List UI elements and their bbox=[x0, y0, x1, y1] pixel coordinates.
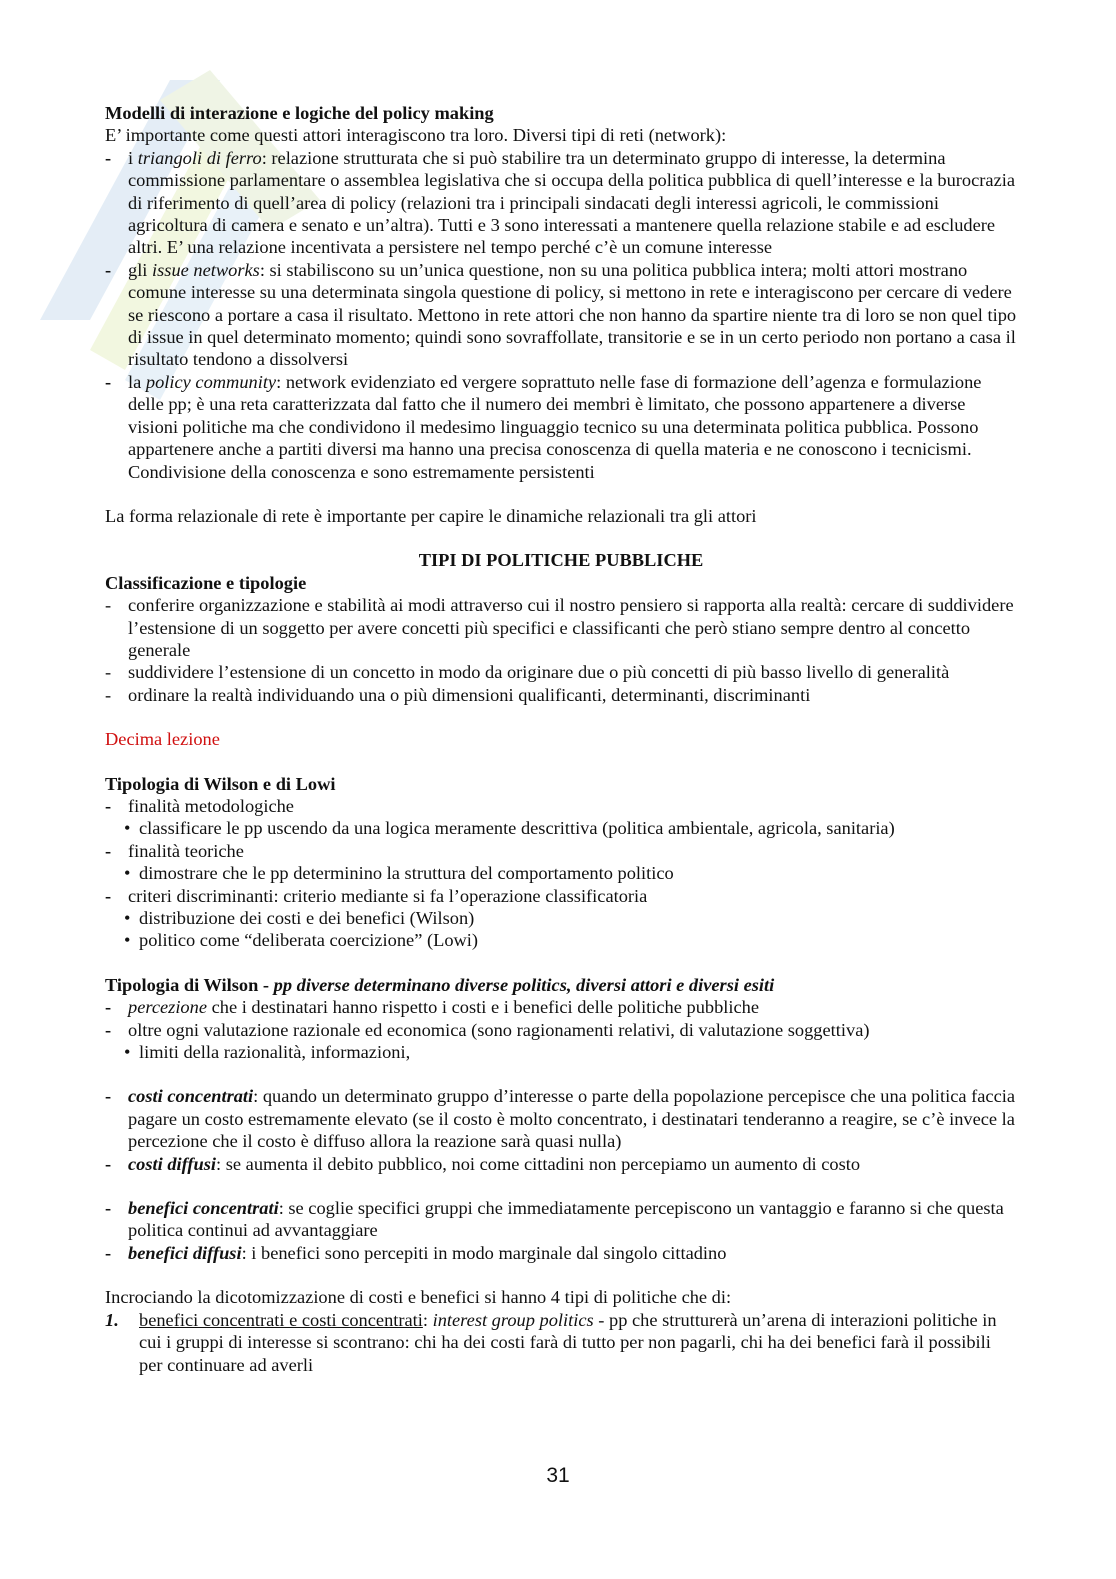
list-dash: - bbox=[105, 1153, 112, 1174]
list-item: - suddividere l’estensione di un concetto in modo da originare due o più concetti di più basso livello di generalità bbox=[105, 662, 950, 683]
numbered-item: 1. benefici concentrati e costi concentrati: interest group politics - pp che strutturerà un’arena di interazioni politiche in cui i gruppi di interesse si scontrano: chi ha dei costi farà di tutto per non pagarli, chi ha dei benefici farà il possibili per continuare ad averli bbox=[105, 1309, 997, 1375]
bullet-icon: • bbox=[124, 908, 131, 928]
sub-bullet: • dimostrare che le pp determinino la struttura del comportamento politico bbox=[124, 863, 674, 884]
term: percezione bbox=[128, 997, 207, 1018]
list-item-costi-diffusi: - costi diffusi: se aumenta il debito pubblico, noi come cittadini non percepiamo un aumento di costo bbox=[105, 1153, 861, 1174]
list-dash: - bbox=[105, 259, 112, 280]
bullet-icon: • bbox=[124, 818, 131, 839]
sub-bullet: • distribuzione dei costi e dei benefici (Wilson) bbox=[124, 908, 475, 928]
list-item-costi-concentrati: - costi concentrati: quando un determinato gruppo d’interesse o parte della popolazione percepisce che una politica faccia pagare un costo estremamente elevato (se il costo è molto concentrato, i destinatari tenderanno a reagire, se c’è invece la percezione che il costo è diffuso allora la reazione sarà quasi nulla) bbox=[105, 1086, 1016, 1152]
section-heading-wilson-lowi: Tipologia di Wilson e di Lowi bbox=[105, 773, 336, 794]
list-dash: - bbox=[105, 1086, 112, 1107]
bullet-icon: • bbox=[124, 1042, 131, 1063]
list-dash: - bbox=[105, 997, 112, 1018]
list-item-iron-triangles: - i triangoli di ferro: relazione strutturata che si può stabilire tra un determinato gruppo di interesse, la determina commissione parlamentare o assemblea legislativa che si occupa della politica pubblica di quell’interesse e la burocrazia di riferimento di quell’area di policy (relazioni tra i principali sindacati degli interessi agricoli, le commissioni agricoltura di camera e senato e un’altra). Tutti e 3 sono interessati a mantenere quella relazione stabile e ad escludere altri. E’ una relazione incentivata a persistere nel tempo perché c’è un comune interesse bbox=[105, 147, 1015, 258]
list-item: - percezione che i destinatari hanno rispetto i costi e i benefici delle politiche pubbliche bbox=[105, 997, 760, 1018]
sub-bullet: • classificare le pp uscendo da una logica meramente descrittiva (politica ambientale, agricola, sanitaria) bbox=[124, 818, 895, 839]
term: costi diffusi bbox=[128, 1153, 217, 1174]
term: benefici diffusi bbox=[128, 1242, 242, 1263]
list-dash: - bbox=[105, 1198, 112, 1219]
list-item: - finalità metodologiche bbox=[105, 795, 294, 816]
section-heading-wilson: Tipologia di Wilson - pp diverse determinano diverse politics, diversi attori e diversi esiti bbox=[105, 974, 775, 995]
list-item: - finalità teoriche bbox=[105, 840, 244, 861]
list-item-policy-community: - la policy community: network evidenziato ed vergere soprattuto nelle fase di formazione dell’agenza e formulazione delle pp; è una reta caratterizzata dal fatto che il numero dei membri è limitato, che possono appartenere a diverse visioni politiche ma che condividono il medesimo linguaggio tecnico su una determinata politica pubblica. Possono appartenere anche a partiti diversi ma hanno una precisa conoscenza di quella materia e ne conoscono i tecnicismi. Condivisione della conoscenza e sono estremamente persistenti bbox=[105, 371, 982, 482]
section-intro: E’ importante come questi attori interagiscono tra loro. Diversi tipi di reti (network): bbox=[105, 125, 727, 146]
network-closing-paragraph: La forma relazionale di rete è importante per capire le dinamiche relazionali tra gli attori bbox=[105, 505, 757, 526]
list-dash: - bbox=[105, 371, 112, 392]
term: benefici concentrati bbox=[128, 1198, 279, 1219]
document-body bbox=[105, 102, 1017, 1376]
list-item-benefici-concentrati: - benefici concentrati: se coglie specifici gruppi che immediatamente percepiscono un vantaggio e faranno si che questa politica continui ad avvantaggiare bbox=[105, 1198, 1004, 1241]
section-heading-classification: Classificazione e tipologie bbox=[105, 572, 307, 593]
term: triangoli di ferro bbox=[137, 147, 262, 168]
bullet-icon: • bbox=[124, 863, 131, 884]
list-dash: - bbox=[105, 147, 112, 168]
list-dash: - bbox=[105, 684, 112, 705]
list-item: - ordinare la realtà individuando una o più dimensioni qualificanti, determinanti, discriminanti bbox=[105, 684, 811, 705]
bullet-icon: • bbox=[124, 930, 131, 951]
list-dash: - bbox=[105, 1019, 112, 1040]
list-number: 1. bbox=[105, 1309, 119, 1330]
list-dash: - bbox=[105, 795, 112, 816]
page-number: 31 bbox=[546, 1464, 570, 1487]
list-dash: - bbox=[105, 662, 112, 683]
list-item-issue-networks: - gli issue networks: si stabiliscono su un’unica questione, non su una politica pubblica intera; molti attori mostrano comune interesse su una determinata singola questione di policy, si mettono in rete e interagiscono per cercare di vedere se riescono a portare a casa il risultato. Mettono in rete attori che non hanno da spartire niente tra di loro se non quel tipo di issue in quel determinato momento; quindi sono sovraffollate, transitorie e se in un certo periodo non portano a casa il risultato tendono a dissolversi bbox=[105, 259, 1017, 370]
section-heading-network-models: Modelli di interazione e logiche del policy making bbox=[105, 103, 494, 123]
list-dash: - bbox=[105, 595, 112, 616]
term: costi concentrati bbox=[128, 1086, 254, 1107]
term: issue networks bbox=[152, 259, 260, 280]
chapter-title: TIPI DI POLITICHE PUBBLICHE bbox=[418, 550, 704, 571]
sub-bullet: • politico come “deliberata coercizione” (Lowi) bbox=[124, 930, 479, 951]
list-dash: - bbox=[105, 1242, 112, 1263]
list-dash: - bbox=[105, 840, 112, 861]
term: policy community bbox=[145, 371, 277, 392]
list-dash: - bbox=[105, 885, 112, 906]
list-item: - criteri discriminanti: criterio mediante si fa l’operazione classificatoria bbox=[105, 885, 648, 906]
list-item: - oltre ogni valutazione razionale ed economica (sono ragionamenti relativi, di valutazione soggettiva) bbox=[105, 1019, 870, 1040]
list-item-benefici-diffusi: - benefici diffusi: i benefici sono percepiti in modo marginale dal singolo cittadino bbox=[105, 1242, 727, 1263]
sub-bullet: • limiti della razionalità, informazioni, bbox=[124, 1042, 411, 1063]
list-item: - conferire organizzazione e stabilità ai modi attraverso cui il nostro pensiero si rapporta alla realtà: cercare di suddividere l’estensione di un soggetto per avere concetti più specifici e classificanti che però stiano sempre dentro al concetto generale bbox=[105, 595, 1014, 660]
crossing-paragraph: Incrociando la dicotomizzazione di costi e benefici si hanno 4 tipi di politiche che di: bbox=[105, 1287, 732, 1308]
lesson-label: Decima lezione bbox=[105, 729, 220, 750]
